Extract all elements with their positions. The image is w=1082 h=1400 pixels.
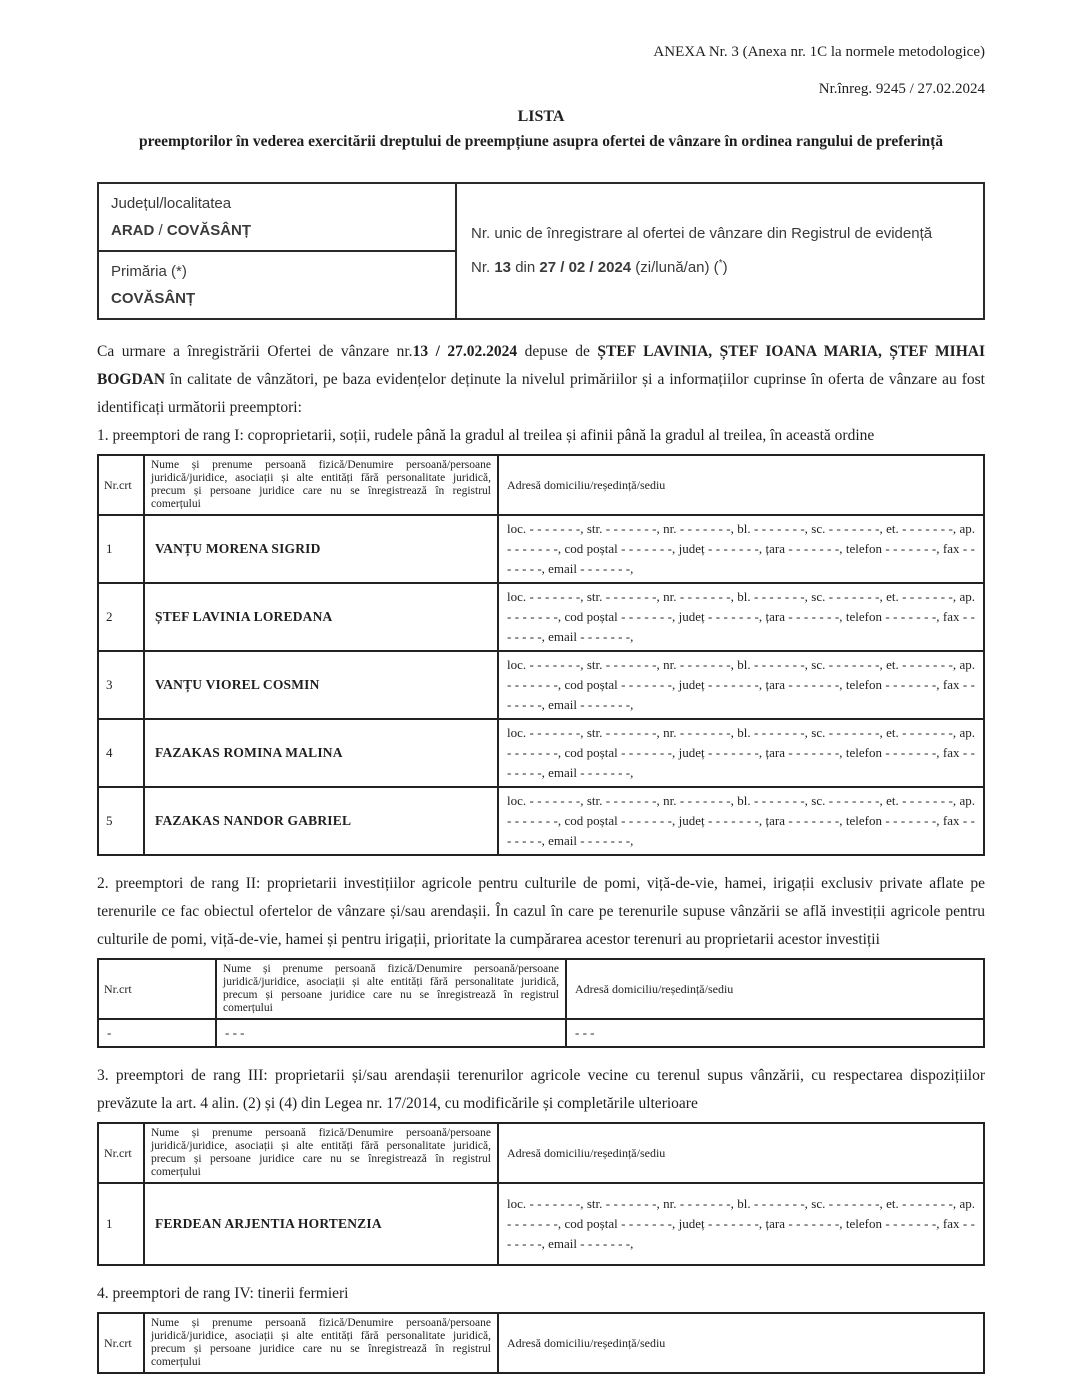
- intro-paragraph: [97, 338, 985, 422]
- county-cell: [98, 183, 456, 251]
- name-cell: - - -: [216, 1019, 566, 1047]
- cityhall-label: Primăria (*): [111, 263, 187, 280]
- cityhall-cell: [98, 251, 456, 319]
- row-number-cell: 5: [98, 787, 144, 855]
- table-row: [98, 651, 984, 719]
- registration-number-line: Nr.înreg. 9245 / 27.02.2024: [818, 81, 985, 97]
- reg-date-format: (zi/lună/an) (: [631, 259, 719, 276]
- address-header: Adresă domiciliu/reședință/sediu: [498, 1123, 984, 1183]
- row-number-cell: -: [98, 1019, 216, 1047]
- address-header: Adresă domiciliu/reședință/sediu: [566, 959, 984, 1019]
- cityhall-value: COVĂSÂNȚ: [111, 290, 196, 307]
- row-number-cell: 4: [98, 719, 144, 787]
- rank3-section-intro: 3. preemptori de rang III: proprietarii și/sau arendașii terenurilor agricole vecine cu terenul supus vânzării, cu respectarea dispozițiilor prevăzute la art. 4 alin. (2) și (4) din Legea nr. 17/2014, cu modificările și completările ulterioare: [97, 1067, 985, 1112]
- table-header-row: [98, 1313, 984, 1373]
- rank4-table: [97, 1312, 985, 1374]
- county-value: [111, 217, 443, 244]
- row-number-cell: 1: [98, 1183, 144, 1265]
- rank2-table: [97, 958, 985, 1048]
- rank3-table: [97, 1122, 985, 1266]
- footnote-asterisk: *: [718, 258, 723, 269]
- nr-crt-header: Nr.crt: [98, 455, 144, 515]
- county-row: [98, 183, 984, 251]
- address-header: Adresă domiciliu/reședință/sediu: [498, 1313, 984, 1373]
- name-header: Nume și prenume persoană fizică/Denumire persoană/persoane juridică/juridice, asociații și alte entități fără personalitate juridică, precum și persoane juridice care nu se înregistrează în registrul comerțului: [144, 1123, 498, 1183]
- name-cell: VANȚU VIOREL COSMIN: [144, 651, 498, 719]
- name-cell: FERDEAN ARJENTIA HORTENZIA: [144, 1183, 498, 1265]
- table-header-row: [98, 959, 984, 1019]
- reg-date: 27 / 02 / 2024: [539, 259, 632, 276]
- address-cell: loc. - - - - - - -, str. - - - - - - -, nr. - - - - - - -, bl. - - - - - - -, sc. - - - - - - -, et. - - - - - - -, ap. - - - - - - -, cod poștal - - - - - - -, județ - - - - - - -, țara - - - - - - -, telefon - - - - - - -, fax - - - - - - -, email - - - - - - -,: [498, 719, 984, 787]
- name-cell: ȘTEF LAVINIA LOREDANA: [144, 583, 498, 651]
- address-cell: - - -: [566, 1019, 984, 1047]
- offer-registration-number-line: [471, 249, 969, 283]
- anexa-reference: ANEXA Nr. 3 (Anexa nr. 1C la normele metodologice): [653, 44, 985, 60]
- table-row: [98, 583, 984, 651]
- reg-din: din: [511, 259, 540, 276]
- address-header: Adresă domiciliu/reședință/sediu: [498, 455, 984, 515]
- rank1-section-intro: 1. preemptori de rang I: coproprietarii, soții, rudele până la gradul al treilea și afinii până la gradul al treilea, în această ordine: [97, 427, 875, 444]
- name-cell: FAZAKAS ROMINA MALINA: [144, 719, 498, 787]
- name-cell: FAZAKAS NANDOR GABRIEL: [144, 787, 498, 855]
- offer-registration-description: Nr. unic de înregistrare al ofertei de vânzare din Registrul de evidență: [471, 225, 933, 242]
- intro-text-2: depuse de: [517, 343, 598, 360]
- county-separator: /: [154, 222, 167, 239]
- nr-crt-header: Nr.crt: [98, 1313, 144, 1373]
- table-row: [98, 719, 984, 787]
- row-number-cell: 3: [98, 651, 144, 719]
- offer-registration-cell: [456, 183, 984, 319]
- row-number-cell: 1: [98, 515, 144, 583]
- table-row: [98, 787, 984, 855]
- seller-names: ȘTEF LAVINIA, ȘTEF IOANA MARIA, ȘTEF MIHAI BOGDAN: [97, 343, 985, 388]
- table-header-row: [98, 455, 984, 515]
- county-name: ARAD: [111, 222, 155, 239]
- intro-text-3: în calitate de vânzători, pe baza evidențelor deținute la nivelul primăriilor și a informațiilor cuprinse în oferta de vânzare au fost identificați următorii preemptori:: [97, 371, 985, 416]
- rank1-table: [97, 454, 985, 856]
- document-page: [97, 0, 985, 1374]
- address-cell: loc. - - - - - - -, str. - - - - - - -, nr. - - - - - - -, bl. - - - - - - -, sc. - - - - - - -, et. - - - - - - -, ap. - - - - - - -, cod poștal - - - - - - -, județ - - - - - - -, țara - - - - - - -, telefon - - - - - - -, fax - - - - - - -, email - - - - - - -,: [498, 583, 984, 651]
- rank2-section-intro: 2. preemptori de rang II: proprietarii investițiilor agricole pentru culturile de pomi, viță-de-vie, hamei, irigații exclusiv private aflate pe terenurile ce fac obiectul ofertelor de vânzare și/sau arendașii. În cazul în care pe terenurile supuse vânzării se află investiții agricole pentru culturile de pomi, viță-de-vie, hamei și pentru irigații, prioritate la cumpărarea acestor terenuri au proprietarii acestor investiții: [97, 875, 985, 948]
- intro-text-1: Ca urmare a înregistrării Ofertei de vânzare nr.: [97, 343, 413, 360]
- nr-crt-header: Nr.crt: [98, 959, 216, 1019]
- name-header: Nume și prenume persoană fizică/Denumire persoană/persoane juridică/juridice, asociații și alte entități fără personalitate juridică, precum și persoane juridice care nu se înregistrează în registrul comerțului: [216, 959, 566, 1019]
- address-cell: loc. - - - - - - -, str. - - - - - - -, nr. - - - - - - -, bl. - - - - - - -, sc. - - - - - - -, et. - - - - - - -, ap. - - - - - - -, cod poștal - - - - - - -, județ - - - - - - -, țara - - - - - - -, telefon - - - - - - -, fax - - - - - - -, email - - - - - - -,: [498, 515, 984, 583]
- address-cell: loc. - - - - - - -, str. - - - - - - -, nr. - - - - - - -, bl. - - - - - - -, sc. - - - - - - -, et. - - - - - - -, ap. - - - - - - -, cod poștal - - - - - - -, județ - - - - - - -, țara - - - - - - -, telefon - - - - - - -, fax - - - - - - -, email - - - - - - -,: [498, 1183, 984, 1265]
- nr-crt-header: Nr.crt: [98, 1123, 144, 1183]
- locality-name: COVĂSÂNȚ: [166, 222, 252, 239]
- table-header-row: [98, 1123, 984, 1183]
- name-header: Nume și prenume persoană fizică/Denumire persoană/persoane juridică/juridice, asociații și alte entități fără personalitate juridică, precum și persoane juridice care nu se înregistrează în registrul comerțului: [144, 455, 498, 515]
- table-row: [98, 1183, 984, 1265]
- address-cell: loc. - - - - - - -, str. - - - - - - -, nr. - - - - - - -, bl. - - - - - - -, sc. - - - - - - -, et. - - - - - - -, ap. - - - - - - -, cod poștal - - - - - - -, județ - - - - - - -, țara - - - - - - -, telefon - - - - - - -, fax - - - - - - -, email - - - - - - -,: [498, 651, 984, 719]
- rank4-section-intro: 4. preemptori de rang IV: tinerii fermieri: [97, 1285, 349, 1302]
- reg-close-paren: ): [722, 259, 728, 276]
- name-header: Nume și prenume persoană fizică/Denumire persoană/persoane juridică/juridice, asociații și alte entități fără personalitate juridică, precum și persoane juridice care nu se înregistrează în registrul comerțului: [144, 1313, 498, 1373]
- registration-info-box: [97, 182, 985, 320]
- reg-number: 13: [494, 259, 512, 276]
- name-cell: VANȚU MORENA SIGRID: [144, 515, 498, 583]
- county-label: Județul/localitatea: [111, 195, 232, 212]
- address-cell: loc. - - - - - - -, str. - - - - - - -, nr. - - - - - - -, bl. - - - - - - -, sc. - - - - - - -, et. - - - - - - -, ap. - - - - - - -, cod poștal - - - - - - -, județ - - - - - - -, țara - - - - - - -, telefon - - - - - - -, fax - - - - - - -, email - - - - - - -,: [498, 787, 984, 855]
- document-title: LISTA: [517, 108, 565, 125]
- table-row: [98, 1019, 984, 1047]
- document-subtitle: preemptorilor în vederea exercitării dreptului de preempțiune asupra ofertei de vânzare în ordinea rangului de preferință: [138, 133, 944, 150]
- reg-prefix: Nr.: [471, 259, 495, 276]
- table-row: [98, 515, 984, 583]
- row-number-cell: 2: [98, 583, 144, 651]
- offer-number-date: 13 / 27.02.2024: [412, 343, 518, 360]
